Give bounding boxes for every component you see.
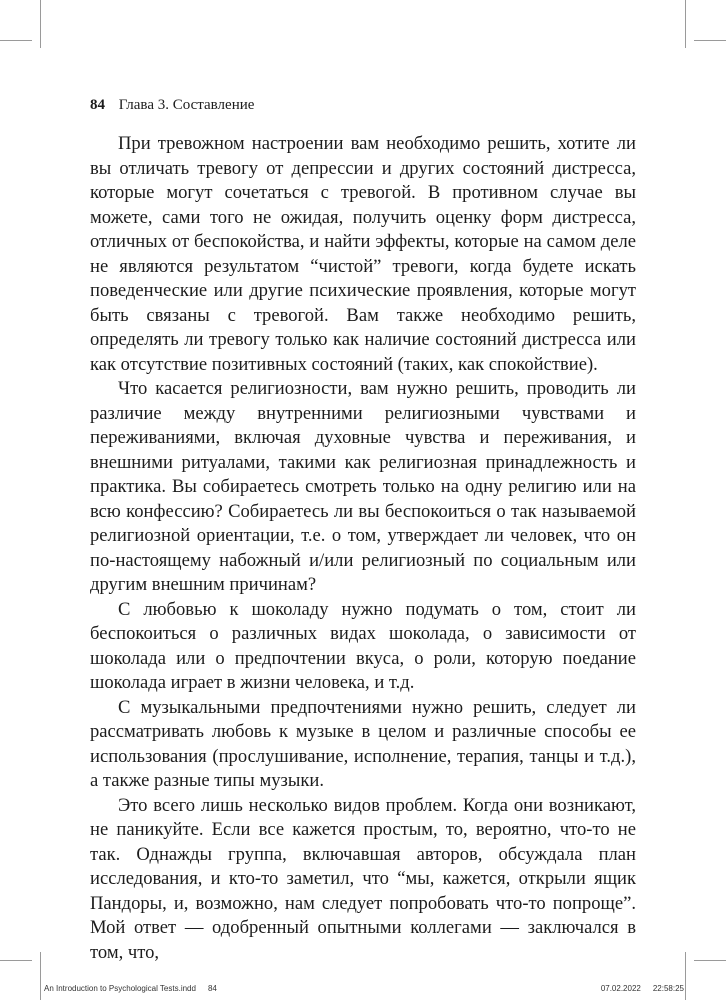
chapter-title: Глава 3. Составление <box>118 97 255 113</box>
paragraph-religiosity: Что касается религиозности, вам нужно решить, проводить ли различие между внутренними религиозными чувствами и переживаниями, включая духовные чувства и переживания, и внешними ритуалами, такими как религиозная принадлежность и практика. Вы собираетесь смотреть только на одну религию или на всю конфессию? Собираетесь ли вы беспокоиться о так называемой религиозной ориентации, т.е. о том, утверждает ли человек, что он по-настоящему набожный и/или религиозный по социальным или другим внешним причинам? <box>90 378 636 595</box>
crop-mark-top-left-horizontal <box>0 40 32 41</box>
paragraph-problems: Это всего лишь несколько видов проблем. Когда они возникают, не паникуйте. Если все кажется простым, то, вероятно, что-то не так. Однажды группа, включавшая авторов, обсуждала план исследования, и кто-то заметил, что “мы, кажется, открыли ящик Пандоры, и, возможно, нам следует попробовать что-то попроще”. Мой ответ — одобренный опытными коллегами — заключался в том, что, <box>90 794 636 963</box>
slug-file-name: An Introduction to Psychological Tests.indd <box>44 984 196 993</box>
body-text <box>90 132 636 965</box>
crop-mark-top-left-vertical <box>40 0 41 48</box>
crop-mark-bottom-left-horizontal <box>0 960 32 961</box>
paragraph-chocolate: С любовью к шоколаду нужно подумать о том, стоит ли беспокоиться о различных видах шоколада, о зависимости от шоколада или о предпочтении вкуса, о роли, которую поедание шоколада играет в жизни человека, и т.д. <box>90 598 636 693</box>
print-slug-timestamp <box>601 984 684 994</box>
running-head <box>90 95 254 115</box>
crop-mark-bottom-left-vertical <box>40 952 41 1000</box>
slug-date: 07.02.2022 <box>600 984 641 993</box>
crop-mark-bottom-right-vertical <box>685 952 686 1000</box>
crop-mark-top-right-horizontal <box>694 40 726 41</box>
page-number: 84 <box>90 97 105 113</box>
print-slug-file <box>44 984 217 994</box>
slug-time: 22:58:25 <box>652 984 684 993</box>
paragraph-music: С музыкальными предпочтениями нужно решить, следует ли рассматривать любовь к музыке в целом и различные способы ее использования (прослушивание, исполнение, терапия, танцы и т.д.), а также разные типы музыки. <box>90 696 636 791</box>
slug-file-page: 84 <box>207 984 217 993</box>
crop-mark-top-right-vertical <box>685 0 686 48</box>
paragraph-anxiety: При тревожном настроении вам необходимо решить, хотите ли вы отличать тревогу от депрессии и других состояний дистресса, которые могут сочетаться с тревогой. В противном случае вы можете, сами того не ожидая, получить оценку форм дистресса, отличных от беспокойства, и найти эффекты, которые на самом деле не являются результатом “чистой” тревоги, когда будете искать поведенческие или другие психические проявления, которые могут быть связаны с тревогой. Вам также необходимо решить, определять ли тревогу только как наличие состояний дистресса или как отсутствие позитивных состояний (таких, как спокойствие). <box>90 133 636 375</box>
crop-mark-bottom-right-horizontal <box>694 960 726 961</box>
